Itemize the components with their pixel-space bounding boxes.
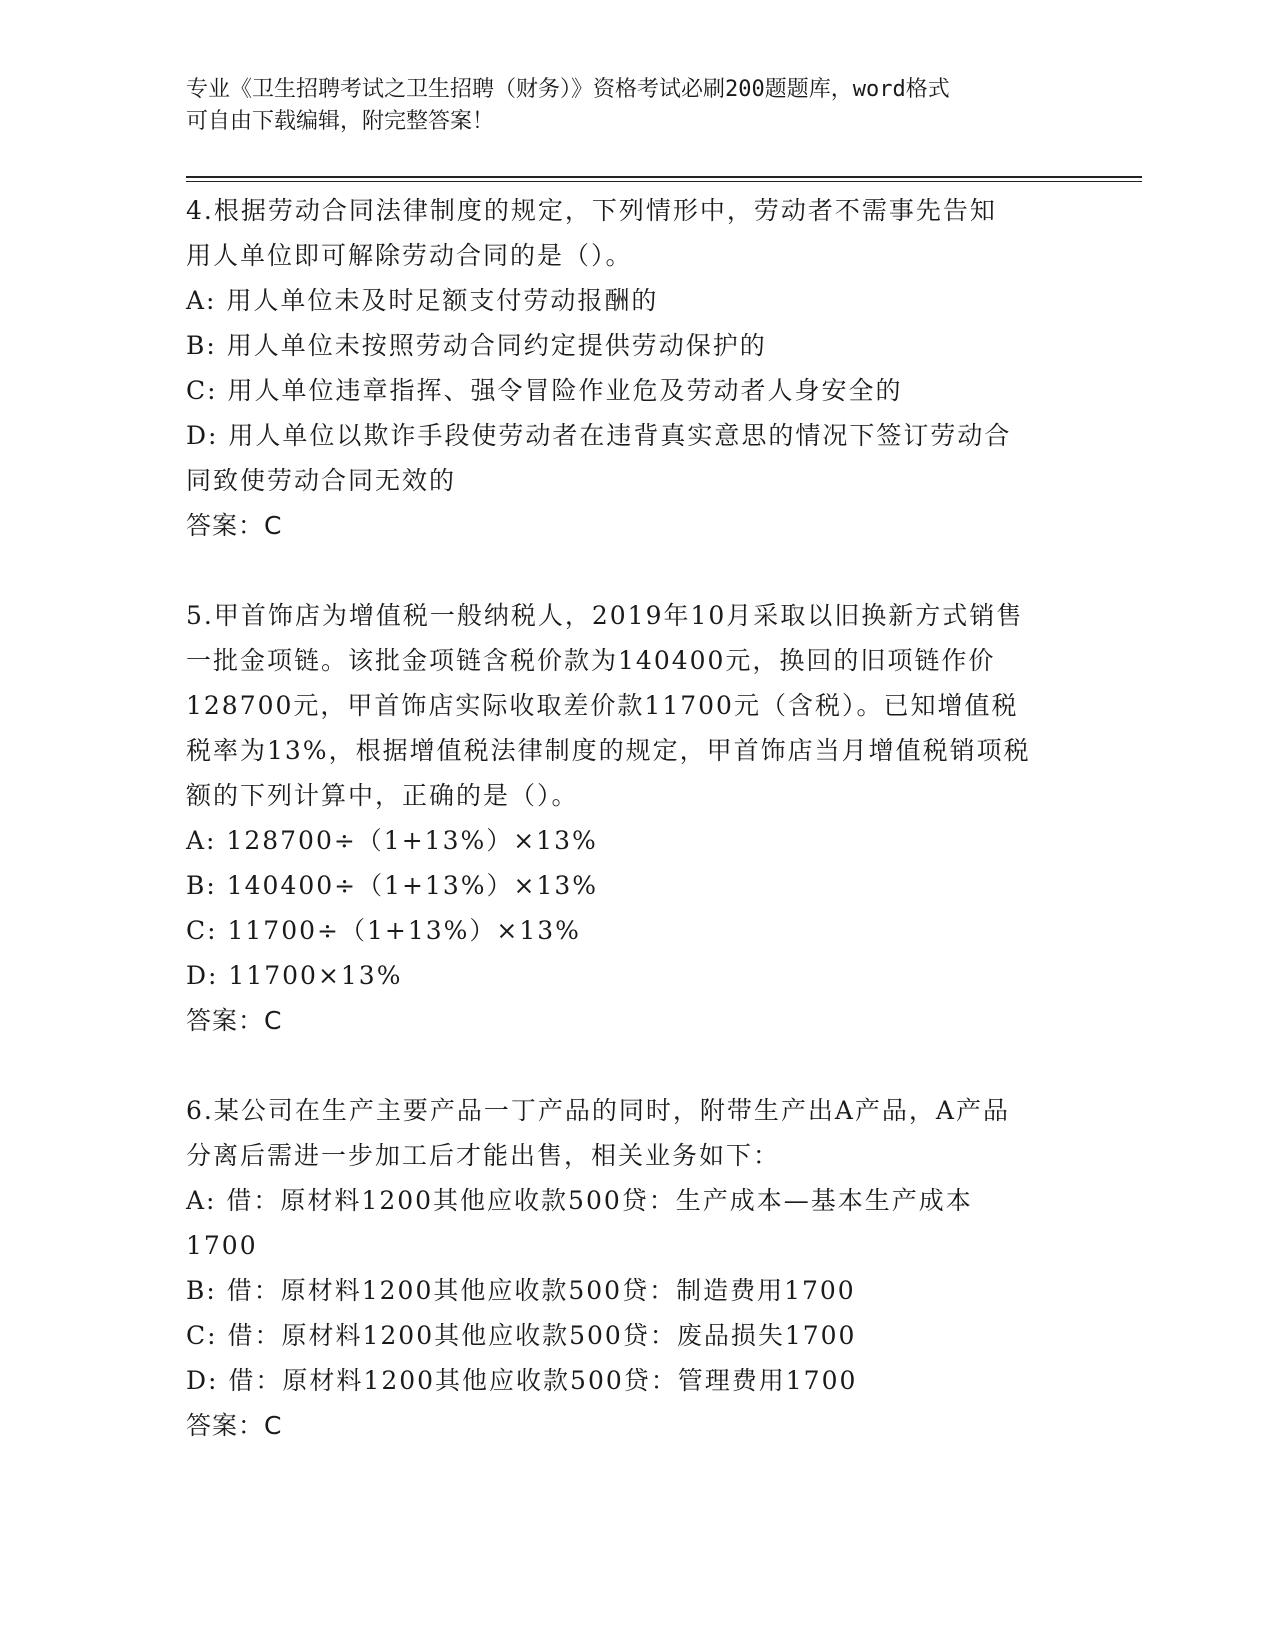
document-header — [186, 74, 1086, 138]
option-c: C: 11700÷（1+13%）×13% — [186, 916, 581, 945]
option-a-continued: 1700 — [186, 1231, 258, 1260]
spacer — [186, 1043, 1086, 1088]
question-stem-line: 分离后需进一步加工后才能出售，相关业务如下： — [186, 1141, 781, 1170]
option-c: C: 用人单位违章指挥、强令冒险作业危及劳动者人身安全的 — [186, 376, 903, 405]
question-stem-line: 128700元，甲首饰店实际收取差价款11700元（含税）。已知增值税 — [186, 691, 1019, 720]
header-line-2: 可自由下载编辑，附完整答案！ — [186, 109, 495, 134]
question-stem-line: 4.根据劳动合同法律制度的规定，下列情形中，劳动者不需事先告知 — [186, 196, 997, 225]
question-stem-line: 额的下列计算中，正确的是（）。 — [186, 781, 579, 810]
option-a: A: 借：原材料1200其他应收款500贷：生产成本—基本生产成本 — [186, 1186, 973, 1215]
option-c: C: 借：原材料1200其他应收款500贷：废品损失1700 — [186, 1321, 857, 1350]
option-d: D: 用人单位以欺诈手段使劳动者在违背真实意思的情况下签订劳动合 — [186, 421, 1012, 450]
question-4 — [186, 188, 1086, 548]
option-d: D: 11700×13% — [186, 961, 403, 990]
question-stem-line: 5.甲首饰店为增值税一般纳税人，2019年10月采取以旧换新方式销售 — [186, 601, 1024, 630]
question-stem-line: 6.某公司在生产主要产品一丁产品的同时，附带生产出A产品，A产品 — [186, 1096, 1010, 1125]
question-5 — [186, 593, 1086, 1043]
header-divider-thick — [186, 176, 1142, 178]
question-stem-line: 用人单位即可解除劳动合同的是（）。 — [186, 241, 633, 270]
option-a: A: 128700÷（1+13%）×13% — [186, 826, 598, 855]
question-6 — [186, 1088, 1086, 1448]
option-b: B: 借：原材料1200其他应收款500贷：制造费用1700 — [186, 1276, 856, 1305]
question-list — [186, 188, 1086, 1448]
option-b: B: 用人单位未按照劳动合同约定提供劳动保护的 — [186, 331, 767, 360]
header-line-1: 专业《卫生招聘考试之卫生招聘（财务）》资格考试必刷200题题库，word格式 — [186, 77, 950, 102]
spacer — [186, 548, 1086, 593]
option-d: D: 借：原材料1200其他应收款500贷：管理费用1700 — [186, 1366, 858, 1395]
answer-label: 答案：C — [186, 511, 283, 540]
question-stem-line: 一批金项链。该批金项链含税价款为140400元，换回的旧项链作价 — [186, 646, 996, 675]
question-stem-line: 税率为13%，根据增值税法律制度的规定，甲首饰店当月增值税销项税 — [186, 736, 1031, 765]
header-divider-thin — [186, 181, 1142, 182]
answer-label: 答案：C — [186, 1006, 283, 1035]
option-b: B: 140400÷（1+13%）×13% — [186, 871, 599, 900]
option-d-continued: 同致使劳动合同无效的 — [186, 466, 457, 495]
answer-label: 答案：C — [186, 1411, 283, 1440]
option-a: A: 用人单位未及时足额支付劳动报酬的 — [186, 286, 659, 315]
